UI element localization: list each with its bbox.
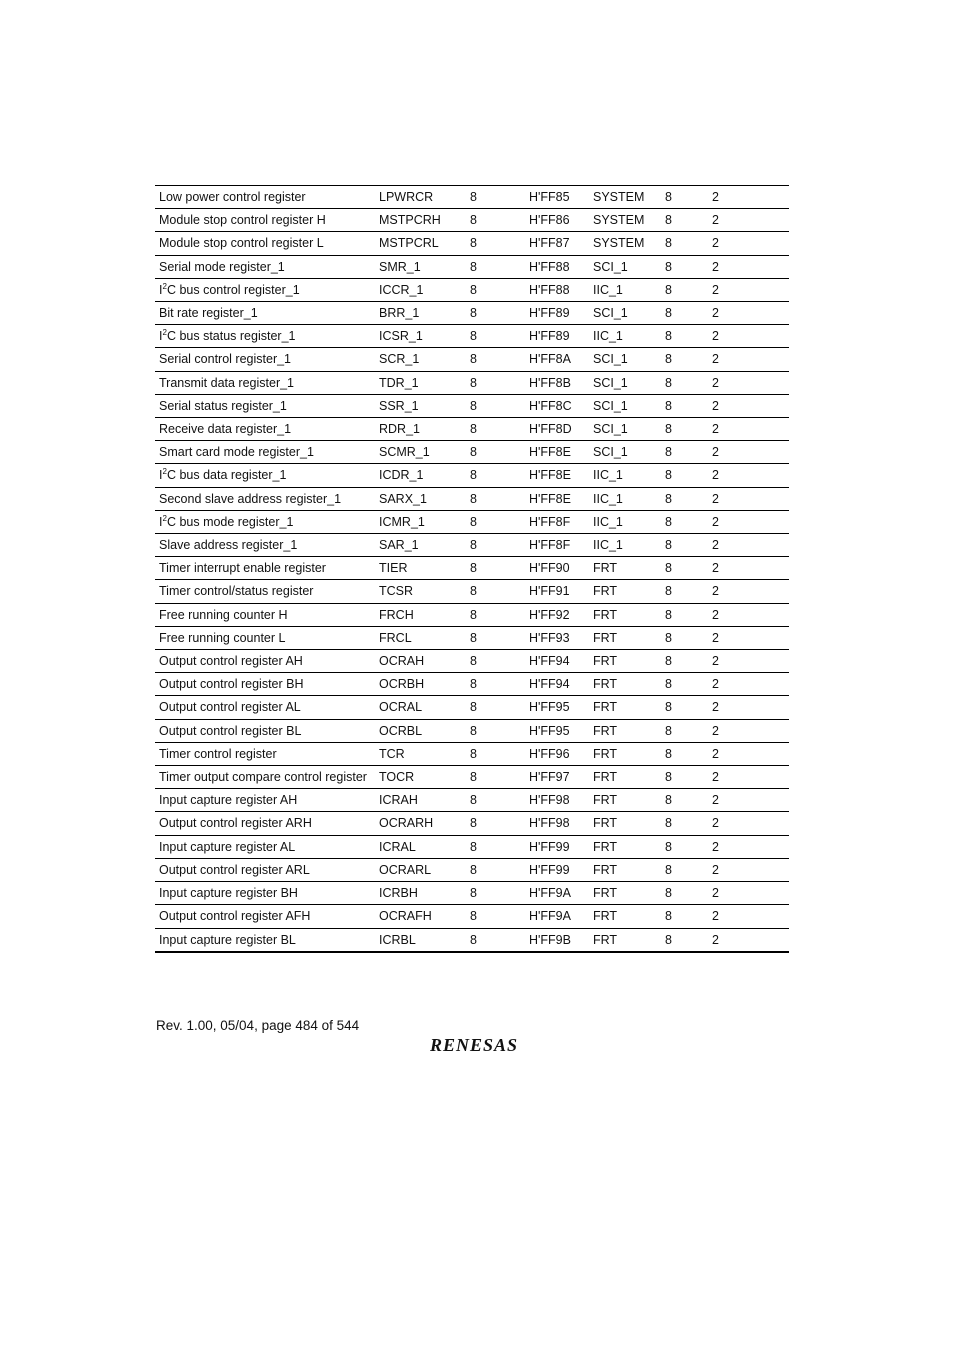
cell-bus: 8 [661,696,708,719]
table-row [155,418,789,441]
cell-abbr: OCRBL [375,719,466,742]
cell-name: Receive data register_1 [155,418,375,441]
cell-bus: 8 [661,534,708,557]
cell-addr: H'FF96 [525,742,589,765]
table-row [155,394,789,417]
cell-bits: 8 [466,487,525,510]
cell-name: Serial control register_1 [155,348,375,371]
cell-name: Slave address register_1 [155,534,375,557]
cell-bits: 8 [466,255,525,278]
cell-addr: H'FF89 [525,302,589,325]
cell-addr: H'FF86 [525,209,589,232]
cell-cycles: 2 [708,603,789,626]
cell-bits: 8 [466,510,525,533]
cell-module: FRT [589,626,661,649]
cell-addr: H'FF99 [525,835,589,858]
cell-cycles: 2 [708,325,789,348]
cell-module: SYSTEM [589,209,661,232]
cell-bits: 8 [466,789,525,812]
cell-bus: 8 [661,394,708,417]
table-row [155,928,789,952]
cell-bus: 8 [661,209,708,232]
cell-module: FRT [589,650,661,673]
table-row [155,348,789,371]
table-row [155,835,789,858]
cell-module: FRT [589,766,661,789]
cell-module: FRT [589,673,661,696]
cell-abbr: SARX_1 [375,487,466,510]
cell-addr: H'FF8C [525,394,589,417]
cell-bus: 8 [661,348,708,371]
cell-addr: H'FF93 [525,626,589,649]
cell-addr: H'FF8F [525,534,589,557]
cell-addr: H'FF8E [525,487,589,510]
cell-name: Timer output compare control register [155,766,375,789]
cell-addr: H'FF9A [525,882,589,905]
cell-module: IIC_1 [589,325,661,348]
renesas-logo-text: RENESAS [429,1035,519,1055]
cell-name: Output control register AH [155,650,375,673]
cell-bus: 8 [661,510,708,533]
cell-bits: 8 [466,209,525,232]
cell-addr: H'FF88 [525,255,589,278]
cell-cycles: 2 [708,371,789,394]
cell-abbr: OCRARH [375,812,466,835]
cell-abbr: LPWRCR [375,186,466,209]
cell-bits: 8 [466,835,525,858]
cell-name: Low power control register [155,186,375,209]
cell-cycles: 2 [708,209,789,232]
cell-bits: 8 [466,673,525,696]
cell-bits: 8 [466,371,525,394]
cell-module: FRT [589,603,661,626]
cell-cycles: 2 [712,932,719,947]
cell-abbr: SAR_1 [375,534,466,557]
cell-name: Input capture register BH [155,882,375,905]
cell-bits: 8 [466,418,525,441]
cell-bus: 8 [661,232,708,255]
cell-bus: 8 [661,371,708,394]
cell-cycles: 2 [708,905,789,928]
cell-module: IIC_1 [589,278,661,301]
cell-abbr: FRCH [375,603,466,626]
cell-bits: 8 [466,325,525,348]
cell-bits: 8 [466,278,525,301]
cell-addr: H'FF87 [525,232,589,255]
cell-cycles: 2 [708,255,789,278]
cell-bits: 8 [466,858,525,881]
cell-name: Timer control register [155,742,375,765]
cell-module: FRT [589,812,661,835]
cell-bits: 8 [466,626,525,649]
cell-bits: 8 [466,557,525,580]
cell-module: FRT [589,882,661,905]
cell-cycles: 2 [708,858,789,881]
cell-cycles: 2 [708,441,789,464]
cell-bus: 8 [661,858,708,881]
table-row [155,557,789,580]
cell-addr: H'FF8D [525,418,589,441]
cell-addr: H'FF88 [525,278,589,301]
cell-module: FRT [589,742,661,765]
table-row [155,255,789,278]
cell-cycles: 2 [708,742,789,765]
cell-module: FRT [589,580,661,603]
page-footer-info: Rev. 1.00, 05/04, page 484 of 544 [156,1018,360,1033]
cell-bits: 8 [466,650,525,673]
cell-bits: 8 [466,696,525,719]
cell-abbr: MSTPCRL [375,232,466,255]
cell-bus: 8 [661,789,708,812]
cell-module: SCI_1 [589,394,661,417]
cell-bus: 8 [661,302,708,325]
cell-cycles: 2 [708,580,789,603]
cell-bus: 8 [661,650,708,673]
cell-cycles: 2 [708,534,789,557]
cell-abbr: ICCR_1 [375,278,466,301]
cell-name: Transmit data register_1 [155,371,375,394]
cell-addr: H'FF98 [525,812,589,835]
cell-name: Input capture register AH [155,789,375,812]
cell-addr: H'FF97 [525,766,589,789]
cell-bits: 8 [466,905,525,928]
table-row [155,510,789,533]
cell-name: Input capture register BL [159,932,296,947]
cell-addr: H'FF9A [525,905,589,928]
cell-addr: H'FF99 [525,858,589,881]
cell-addr: H'FF95 [525,719,589,742]
cell-module: SCI_1 [589,348,661,371]
cell-abbr: TOCR [375,766,466,789]
table-row [155,441,789,464]
cell-cycles: 2 [708,278,789,301]
table-row [155,232,789,255]
cell-bits: 8 [466,766,525,789]
cell-bits: 8 [466,348,525,371]
cell-abbr: BRR_1 [375,302,466,325]
cell-abbr: MSTPCRH [375,209,466,232]
cell-name: Output control register BH [155,673,375,696]
cell-module: IIC_1 [589,510,661,533]
cell-module: FRT [589,858,661,881]
cell-bus: 8 [661,812,708,835]
cell-addr: H'FF8A [525,348,589,371]
cell-abbr: ICRAL [375,835,466,858]
cell-bus: 8 [665,932,672,947]
cell-abbr: SMR_1 [375,255,466,278]
cell-addr: H'FF8E [525,464,589,487]
cell-module: SYSTEM [589,186,661,209]
cell-abbr: ICRBH [375,882,466,905]
cell-bus: 8 [661,557,708,580]
cell-cycles: 2 [708,882,789,905]
table-row [155,186,789,209]
cell-name: Output control register BL [155,719,375,742]
cell-abbr: OCRBH [375,673,466,696]
cell-module: SCI_1 [589,441,661,464]
cell-bus: 8 [661,603,708,626]
cell-bits: 8 [466,603,525,626]
cell-bits: 8 [466,742,525,765]
table-row [155,371,789,394]
cell-bus: 8 [661,441,708,464]
cell-cycles: 2 [708,348,789,371]
cell-cycles: 2 [708,510,789,533]
cell-addr: H'FF8E [525,441,589,464]
cell-bus: 8 [661,742,708,765]
cell-abbr: ICMR_1 [375,510,466,533]
cell-module: FRT [589,835,661,858]
table-row [155,882,789,905]
cell-addr: H'FF91 [525,580,589,603]
cell-abbr: ICDR_1 [375,464,466,487]
cell-cycles: 2 [708,696,789,719]
cell-cycles: 2 [708,673,789,696]
cell-name: Serial mode register_1 [155,255,375,278]
cell-module: SCI_1 [589,371,661,394]
cell-module: FRT [589,557,661,580]
cell-bits: 8 [470,932,477,947]
cell-addr: H'FF90 [525,557,589,580]
cell-abbr: ICRBL [379,932,416,947]
cell-addr: H'FF89 [525,325,589,348]
table-row [155,742,789,765]
table-row [155,278,789,301]
register-table-body [155,186,789,952]
cell-module: SCI_1 [589,418,661,441]
cell-bus: 8 [661,905,708,928]
cell-bits: 8 [466,580,525,603]
cell-cycles: 2 [708,232,789,255]
cell-name: Module stop control register L [155,232,375,255]
cell-name: $I^2C$ bus control register_1 [155,278,375,301]
cell-cycles: 2 [708,394,789,417]
cell-abbr: RDR_1 [375,418,466,441]
cell-name: Timer interrupt enable register [155,557,375,580]
cell-module: SCI_1 [589,255,661,278]
cell-bus: 8 [661,325,708,348]
table-row [155,766,789,789]
cell-name: Output control register AFH [155,905,375,928]
cell-addr: H'FF95 [525,696,589,719]
table-row [155,905,789,928]
cell-cycles: 2 [708,418,789,441]
cell-module: IIC_1 [589,487,661,510]
cell-bus: 8 [661,580,708,603]
cell-name: Output control register AL [155,696,375,719]
table-row [155,789,789,812]
cell-addr: H'FF94 [525,650,589,673]
table-row [155,673,789,696]
cell-bus: 8 [661,278,708,301]
cell-bus: 8 [661,626,708,649]
table-row [155,812,789,835]
cell-cycles: 2 [708,766,789,789]
cell-abbr: TDR_1 [375,371,466,394]
cell-abbr: TCSR [375,580,466,603]
cell-bits: 8 [466,882,525,905]
cell-name: Bit rate register_1 [155,302,375,325]
cell-name: Free running counter L [155,626,375,649]
cell-bus: 8 [661,487,708,510]
table-row [155,626,789,649]
renesas-logo [414,1034,534,1056]
table-row [155,719,789,742]
cell-name: Second slave address register_1 [155,487,375,510]
cell-cycles: 2 [708,186,789,209]
cell-bus: 8 [661,186,708,209]
cell-abbr: TCR [375,742,466,765]
table-row [155,603,789,626]
cell-module: FRT [593,932,618,947]
cell-abbr: OCRAFH [375,905,466,928]
table-row [155,534,789,557]
table-row [155,696,789,719]
cell-module: FRT [589,696,661,719]
cell-module: SYSTEM [589,232,661,255]
cell-cycles: 2 [708,835,789,858]
cell-bus: 8 [661,673,708,696]
cell-addr: H'FF9B [529,932,571,947]
cell-cycles: 2 [708,789,789,812]
table-row [155,858,789,881]
cell-name: Module stop control register H [155,209,375,232]
cell-abbr: TIER [375,557,466,580]
cell-abbr: SCMR_1 [375,441,466,464]
cell-bits: 8 [466,302,525,325]
cell-bus: 8 [661,882,708,905]
cell-cycles: 2 [708,302,789,325]
cell-name: Free running counter H [155,603,375,626]
table-row [155,487,789,510]
cell-bits: 8 [466,719,525,742]
cell-abbr: OCRAL [375,696,466,719]
cell-name: Timer control/status register [155,580,375,603]
cell-cycles: 2 [708,812,789,835]
cell-module: FRT [589,905,661,928]
table-row [155,580,789,603]
cell-cycles: 2 [708,626,789,649]
cell-bits: 8 [466,232,525,255]
cell-bits: 8 [466,464,525,487]
cell-name: Smart card mode register_1 [155,441,375,464]
cell-abbr: OCRARL [375,858,466,881]
cell-bits: 8 [466,534,525,557]
cell-cycles: 2 [708,464,789,487]
cell-bits: 8 [466,812,525,835]
table-row [155,464,789,487]
cell-cycles: 2 [708,557,789,580]
cell-addr: H'FF92 [525,603,589,626]
cell-name: Input capture register AL [155,835,375,858]
cell-module: SCI_1 [589,302,661,325]
cell-bits: 8 [466,441,525,464]
cell-bus: 8 [661,255,708,278]
cell-abbr: SCR_1 [375,348,466,371]
cell-bits: 8 [466,394,525,417]
cell-abbr: SSR_1 [375,394,466,417]
cell-name: $I^2C$ bus data register_1 [155,464,375,487]
cell-abbr: OCRAH [375,650,466,673]
cell-abbr: FRCL [375,626,466,649]
cell-addr: H'FF8F [525,510,589,533]
cell-bus: 8 [661,766,708,789]
cell-cycles: 2 [708,650,789,673]
table-row [155,209,789,232]
table-row [155,302,789,325]
cell-bus: 8 [661,464,708,487]
cell-abbr: ICRAH [375,789,466,812]
cell-name: Serial status register_1 [155,394,375,417]
cell-bus: 8 [661,418,708,441]
cell-addr: H'FF94 [525,673,589,696]
cell-module: FRT [589,719,661,742]
cell-addr: H'FF8B [525,371,589,394]
cell-cycles: 2 [708,487,789,510]
cell-addr: H'FF98 [525,789,589,812]
table-row [155,650,789,673]
cell-bus: 8 [661,719,708,742]
cell-name: $I^2C$ bus mode register_1 [155,510,375,533]
cell-bits: 8 [466,186,525,209]
cell-module: IIC_1 [589,464,661,487]
cell-module: FRT [589,789,661,812]
cell-abbr: ICSR_1 [375,325,466,348]
cell-name: $I^2C$ bus status register_1 [155,325,375,348]
cell-bus: 8 [661,835,708,858]
register-table [155,185,789,953]
cell-name: Output control register ARL [155,858,375,881]
cell-addr: H'FF85 [525,186,589,209]
cell-name: Output control register ARH [155,812,375,835]
table-row [155,325,789,348]
cell-cycles: 2 [708,719,789,742]
cell-module: IIC_1 [589,534,661,557]
